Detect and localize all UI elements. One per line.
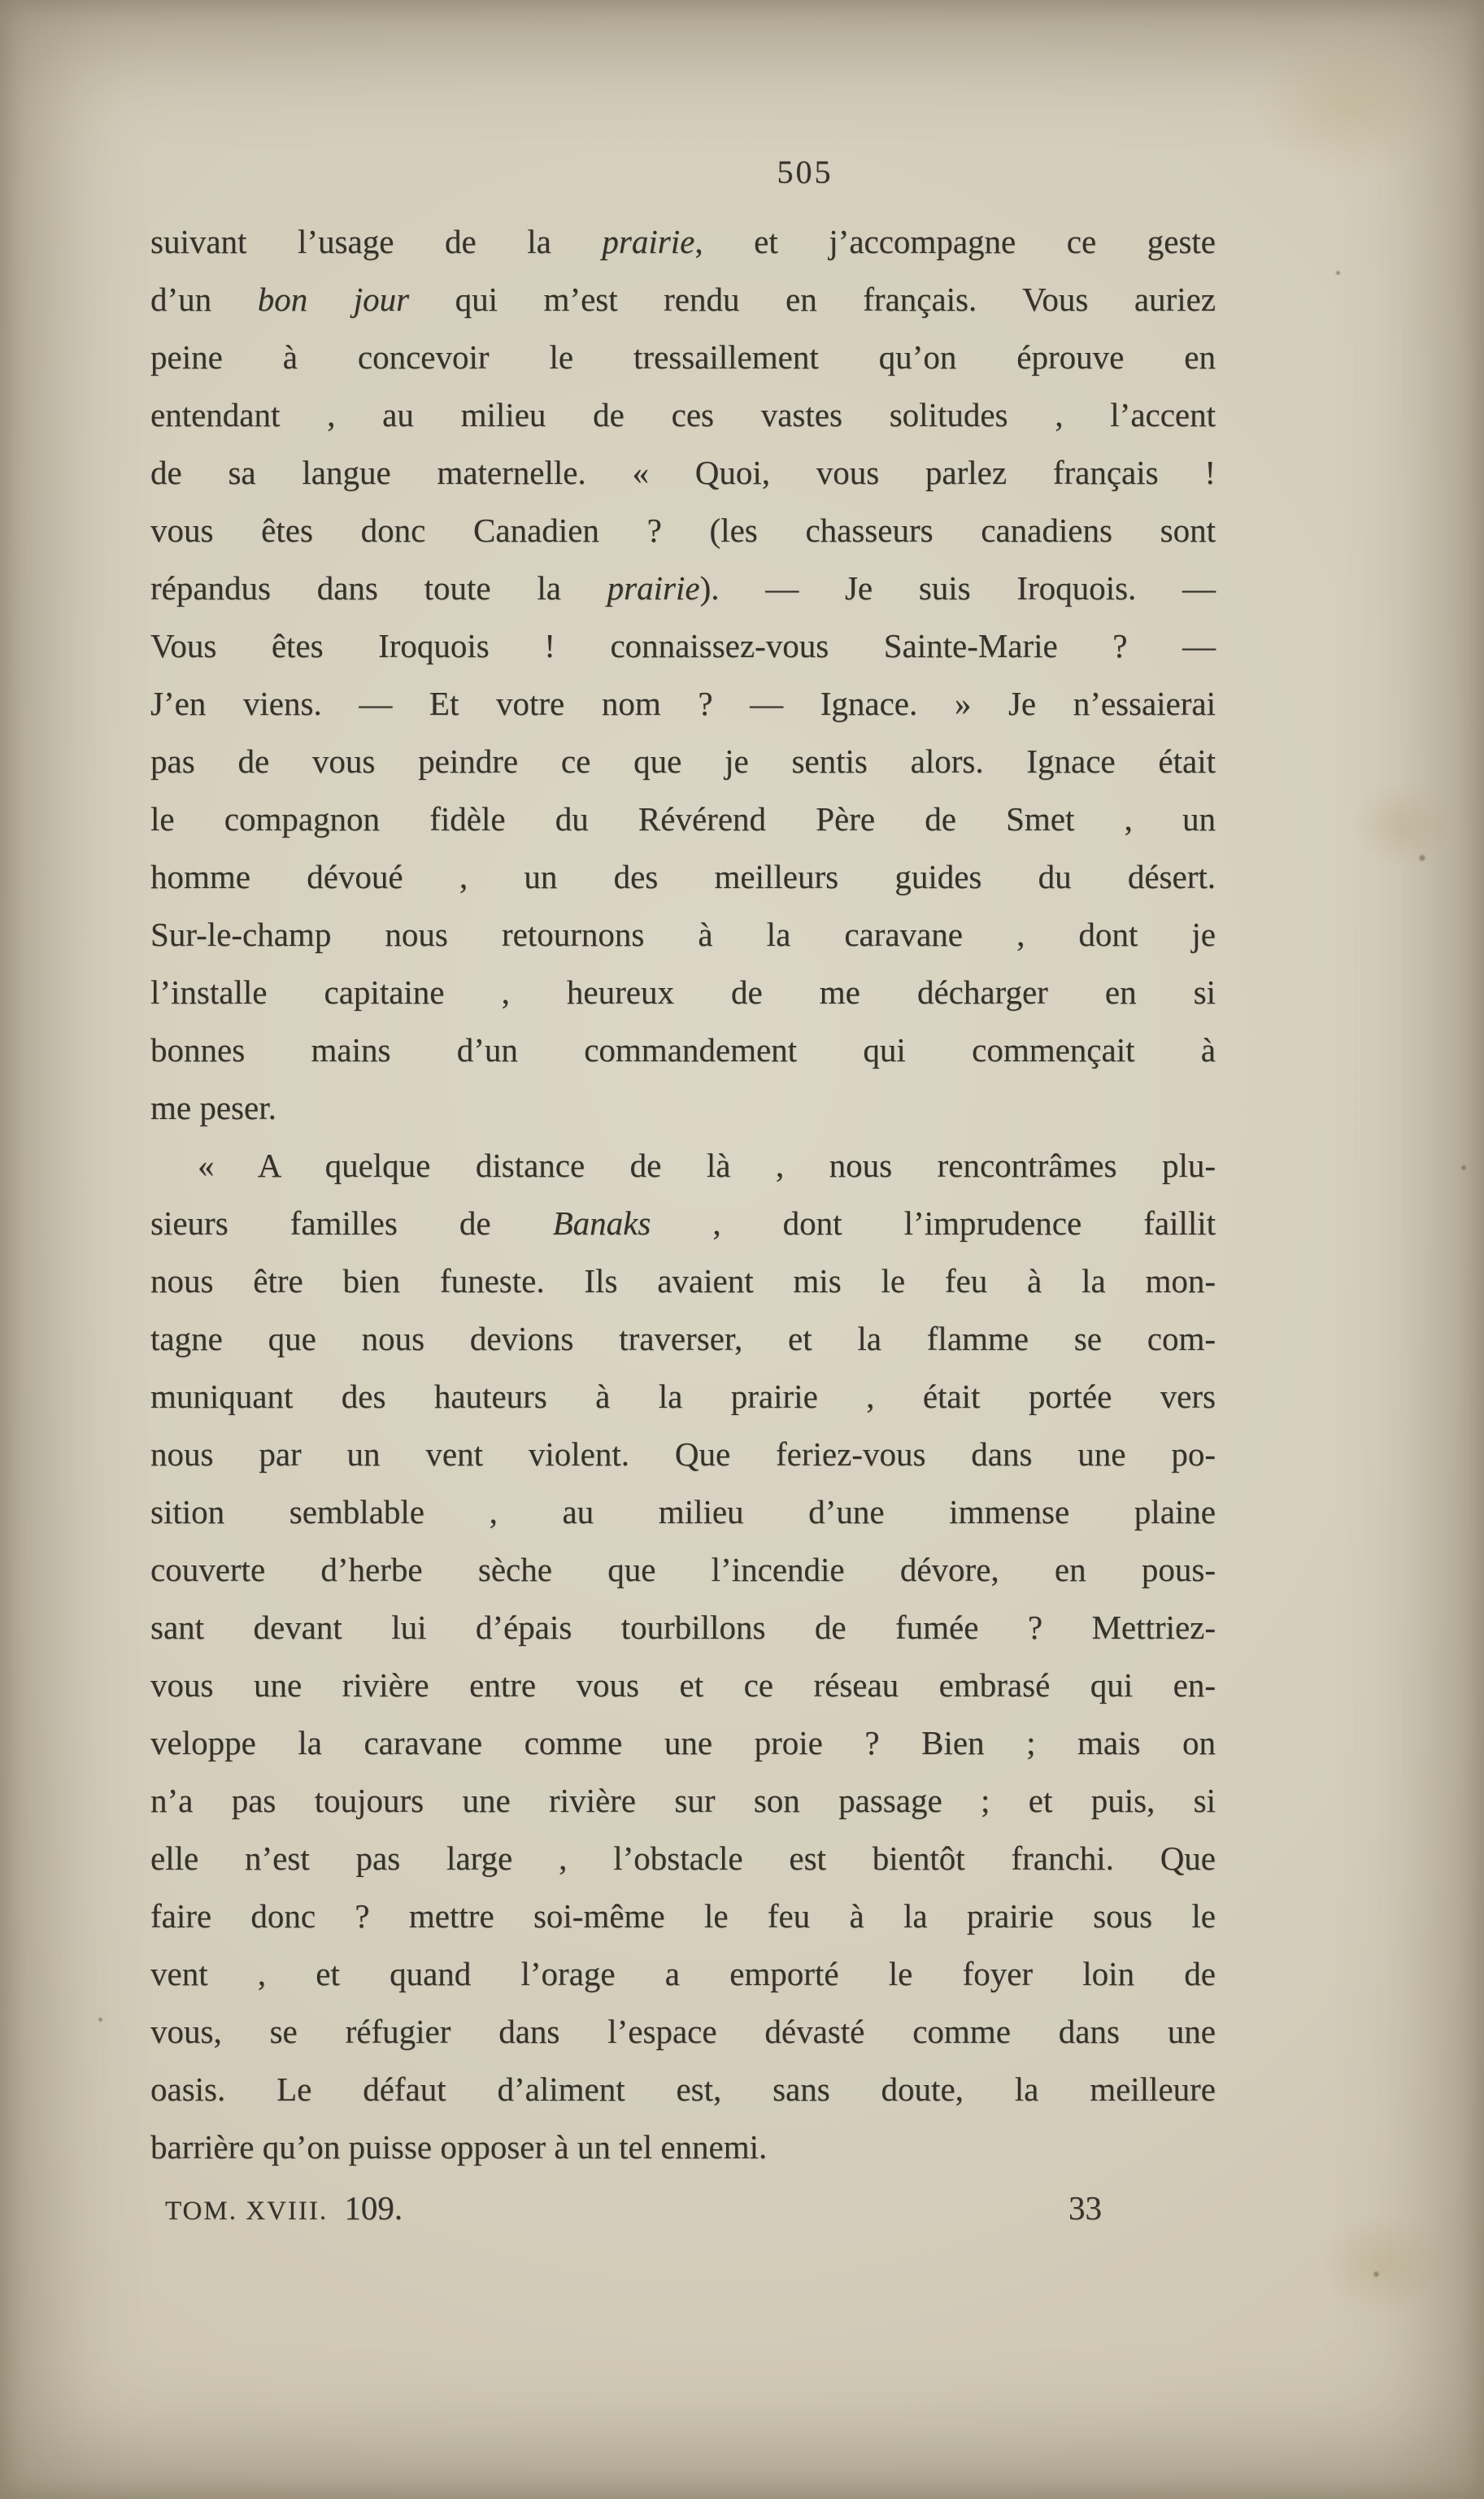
text-block	[150, 213, 1216, 2240]
paper-stain	[1350, 781, 1456, 870]
text-segment: muniquant des hauteurs à la prairie , était portée vers	[150, 1378, 1216, 1415]
text-segment: suivant l’usage de la	[150, 223, 603, 260]
text-segment: sition semblable , au milieu d’une immense plaine	[150, 1493, 1216, 1530]
text-line	[150, 1368, 1216, 1426]
text-line	[150, 2061, 1216, 2118]
text-segment: pas de vous peindre ce que je sentis alors. Ignace était	[150, 742, 1216, 780]
text-segment: qui m’est rendu en français. Vous auriez	[409, 281, 1216, 318]
text-segment: barrière qu’on puisse opposer à un tel ennemi.	[150, 2128, 768, 2166]
text-segment: vous, se réfugier dans l’espace dévasté comme dans une	[150, 2013, 1216, 2050]
text-segment: homme dévoué , un des meilleurs guides du désert.	[150, 858, 1216, 895]
text-line	[150, 2118, 1216, 2176]
text-line	[150, 1252, 1216, 1310]
text-line	[150, 1310, 1216, 1368]
text-line	[150, 617, 1216, 675]
text-line	[150, 675, 1216, 733]
text-line	[150, 386, 1216, 444]
footer	[150, 2179, 1216, 2240]
text-segment: d’un	[150, 281, 258, 318]
text-line	[150, 2003, 1216, 2061]
paper-speck	[1335, 270, 1341, 276]
text-line	[150, 444, 1216, 502]
text-segment: entendant , au milieu de ces vastes solitudes , l’accent	[150, 396, 1216, 433]
text-segment: sant devant lui d’épais tourbillons de fumée ? Mettriez-	[150, 1609, 1216, 1646]
text-line	[150, 848, 1216, 906]
text-line	[150, 733, 1216, 790]
text-segment: faire donc ? mettre soi-même le feu à la prairie sous le	[150, 1897, 1216, 1935]
text-line	[150, 213, 1216, 271]
text-segment: le compagnon fidèle du Révérend Père de Smet , un	[150, 800, 1216, 838]
text-segment: tagne que nous devions traverser, et la flamme se com-	[150, 1320, 1216, 1357]
paper-stain	[1317, 2212, 1447, 2318]
text-segment: nous par un vent violent. Que feriez-vous dans une po-	[150, 1435, 1216, 1473]
text-line	[150, 1541, 1216, 1599]
text-segment: répandus dans toute la	[150, 569, 607, 607]
text-segment: sieurs familles de	[150, 1204, 553, 1242]
volume-reference	[150, 2179, 403, 2240]
text-segment: Vous êtes Iroquois ! connaissez-vous Sainte-Marie ? —	[150, 627, 1216, 664]
text-line	[150, 906, 1216, 964]
signature-number: 33	[1068, 2189, 1102, 2227]
volume-label: TOM. XVIII.	[165, 2196, 329, 2226]
text-segment: vent , et quand l’orage a emporté le foyer loin de	[150, 1955, 1216, 1992]
text-segment: J’en viens. — Et votre nom ? — Ignace. » Je n’essaierai	[150, 685, 1216, 722]
text-line	[150, 790, 1216, 848]
text-line	[150, 1887, 1216, 1945]
text-segment: vous êtes donc Canadien ? (les chasseurs canadiens sont	[150, 512, 1216, 549]
paper-speck	[1460, 1165, 1467, 1171]
text-segment: bonnes mains d’un commandement qui commençait à	[150, 1031, 1216, 1069]
paper-speck	[98, 2017, 103, 2022]
text-line	[150, 1599, 1216, 1657]
italic-text-segment: Banaks	[552, 1204, 651, 1242]
page-number: 505	[777, 154, 833, 190]
text-segment: « A quelque distance de là , nous rencontrâmes plu-	[198, 1147, 1216, 1184]
text-line	[150, 329, 1216, 386]
text-segment: couverte d’herbe sèche que l’incendie dévore, en pous-	[150, 1551, 1216, 1588]
text-line	[150, 1021, 1216, 1079]
text-segment: ). — Je suis Iroquois. —	[699, 569, 1216, 607]
text-segment: , dont l’imprudence faillit	[651, 1204, 1216, 1242]
italic-text-segment: bon jour	[257, 281, 410, 318]
text-segment: n’a pas toujours une rivière sur son passage ; et puis, si	[150, 1782, 1216, 1819]
text-segment: l’installe capitaine , heureux de me décharger en si	[150, 973, 1216, 1011]
text-segment: veloppe la caravane comme une proie ? Bien ; mais on	[150, 1724, 1216, 1761]
body-lines	[150, 213, 1216, 2176]
text-line	[150, 1426, 1216, 1483]
text-line	[150, 1483, 1216, 1541]
text-segment: elle n’est pas large , l’obstacle est bientôt franchi. Que	[150, 1839, 1216, 1877]
italic-text-segment: prairie	[607, 569, 700, 607]
text-line	[150, 1079, 1216, 1137]
text-line	[150, 1945, 1216, 2003]
text-line	[150, 1195, 1216, 1252]
text-segment: peine à concevoir le tressaillement qu’on éprouve en	[150, 338, 1216, 376]
text-segment: vous une rivière entre vous et ce réseau embrasé qui en-	[150, 1666, 1216, 1704]
text-line	[150, 1830, 1216, 1887]
text-segment: de sa langue maternelle. « Quoi, vous parlez français !	[150, 454, 1216, 491]
text-segment: me peser.	[150, 1089, 276, 1126]
issue-number: 109.	[344, 2189, 403, 2227]
text-segment: oasis. Le défaut d’aliment est, sans doute, la meilleure	[150, 2070, 1216, 2108]
italic-text-segment: prairie	[602, 223, 695, 260]
paper-speck	[1373, 2270, 1380, 2278]
text-line	[150, 1657, 1216, 1714]
text-line	[150, 964, 1216, 1021]
text-segment: , et j’accompagne ce geste	[694, 223, 1216, 260]
text-line	[150, 271, 1216, 329]
text-line	[150, 502, 1216, 559]
text-line	[150, 1714, 1216, 1772]
text-segment: nous être bien funeste. Ils avaient mis le feu à la mon-	[150, 1262, 1216, 1300]
text-line	[150, 1137, 1216, 1195]
text-segment: Sur-le-champ nous retournons à la caravane , dont je	[150, 916, 1216, 953]
paper-speck	[1418, 854, 1426, 862]
text-line	[150, 1772, 1216, 1830]
text-line	[150, 559, 1216, 617]
